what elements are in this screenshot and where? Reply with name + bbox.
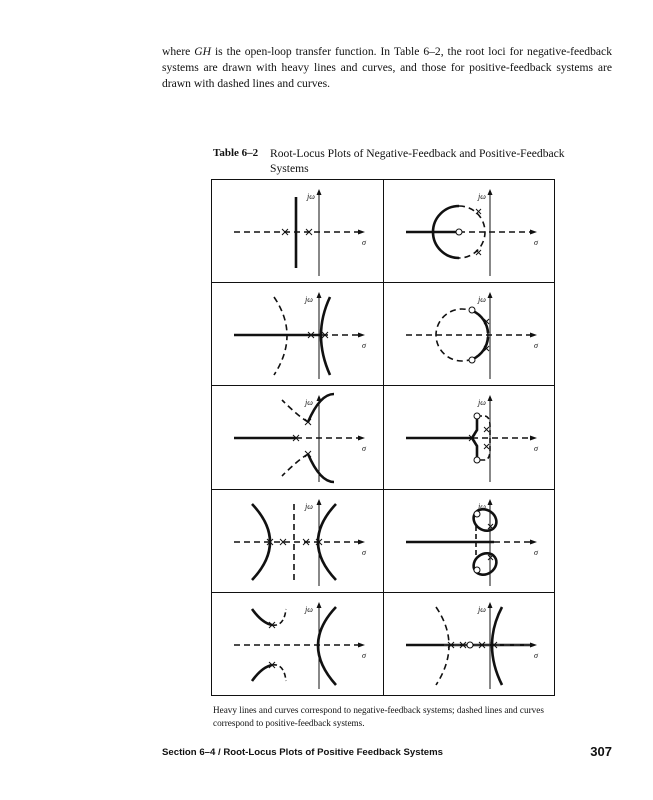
root-locus-plot-r1-left — [212, 180, 384, 283]
imag-axis-label: jω — [305, 502, 313, 511]
imag-axis-label: jω — [478, 605, 486, 614]
root-locus-plot-r3-left — [212, 386, 384, 489]
real-axis-label: σ — [362, 341, 366, 350]
real-axis-label: σ — [534, 651, 538, 660]
root-locus-plot-r3-right — [384, 386, 556, 489]
real-axis-label: σ — [534, 548, 538, 557]
imag-axis-label: jω — [305, 605, 313, 614]
table-number: Table 6–2 — [213, 147, 259, 159]
root-locus-plot-r2-right — [384, 283, 556, 386]
imag-axis-label: jω — [478, 192, 486, 201]
table-note: Heavy lines and curves correspond to negative-feedback systems; dashed lines and curves correspond to positive-feedback systems. — [213, 705, 544, 728]
real-axis-label: σ — [362, 548, 366, 557]
imag-axis-label: jω — [478, 502, 486, 511]
real-axis-label: σ — [362, 238, 366, 247]
real-axis-label: σ — [534, 341, 538, 350]
root-locus-plot-r1-right — [384, 180, 556, 283]
real-axis-label: σ — [534, 238, 538, 247]
root-locus-plot-r2-left — [212, 283, 384, 386]
imag-axis-label: jω — [307, 192, 315, 201]
intro-paragraph: where GH is the open-loop transfer function. In Table 6–2, the root loci for negative-feedback systems are drawn with heavy lines and curves, and those for positive-feedback systems are drawn with dashed lines and curves. — [162, 45, 612, 90]
gh-symbol: GH — [194, 45, 212, 58]
imag-axis-label: jω — [305, 295, 313, 304]
page-number: 307 — [590, 744, 612, 759]
page-footer — [162, 744, 612, 762]
imag-axis-label: jω — [305, 398, 313, 407]
root-locus-plot-r5-right — [384, 593, 556, 696]
imag-axis-label: jω — [478, 398, 486, 407]
root-locus-plot-r4-left — [212, 490, 384, 593]
imag-axis-label: jω — [478, 295, 486, 304]
root-locus-plot-r4-right — [384, 490, 556, 593]
real-axis-label: σ — [362, 651, 366, 660]
table-title: Root-Locus Plots of Negative-Feedback and Positive-Feedback Systems — [270, 147, 565, 175]
real-axis-label: σ — [534, 444, 538, 453]
root-locus-table — [211, 179, 555, 696]
real-axis-label: σ — [362, 444, 366, 453]
root-locus-plot-r5-left — [212, 593, 384, 696]
section-title: Section 6–4 / Root-Locus Plots of Positive Feedback Systems — [162, 747, 443, 758]
